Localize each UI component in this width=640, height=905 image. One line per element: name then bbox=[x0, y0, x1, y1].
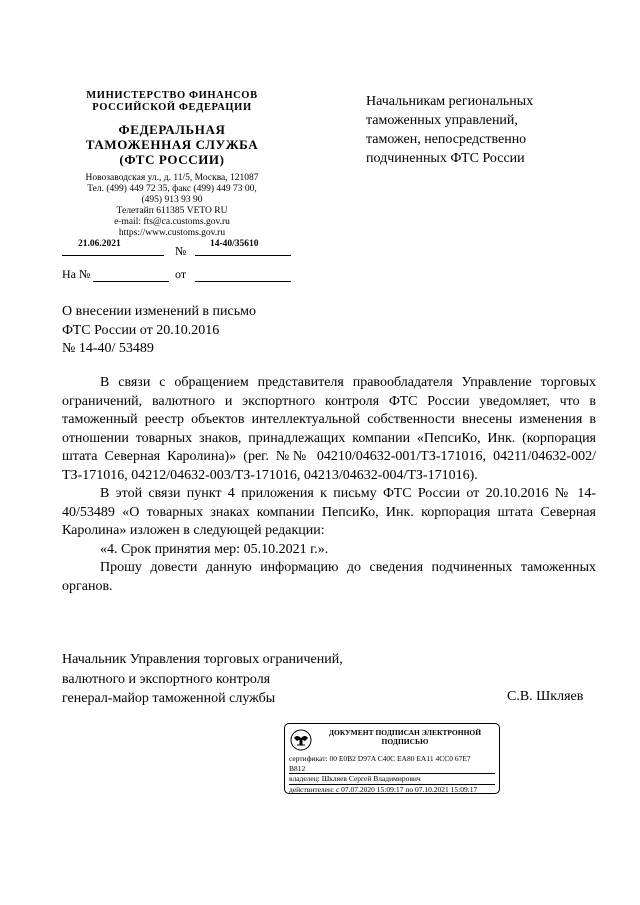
ref-from-label: от bbox=[175, 267, 187, 281]
addressee-line-2: таможенных управлений, bbox=[366, 113, 518, 128]
signature-block bbox=[62, 650, 343, 709]
letterhead bbox=[52, 90, 292, 239]
address-line-3: (495) 913 93 90 bbox=[141, 195, 203, 205]
stamp-owner: владелец: Шкляев Сергей Владимирович bbox=[289, 774, 495, 785]
body-paragraph-3: «4. Срок принятия мер: 05.10.2021 г.». bbox=[100, 541, 329, 557]
subject-line-3: № 14-40/ 53489 bbox=[62, 341, 154, 356]
doc-date: 21.06.2021 bbox=[78, 239, 121, 249]
body-paragraph-1: В связи с обращением представителя правообладателя Управление торговых ограничений, валютного и экспортного контроля ФТС России уведомляет, что в таможенный реестр объектов интеллектуальной собственности внесены изменения в отношении товарных знаков, принадлежащих компании «ПепсиКо, Инк. (корпорация штата Северная Каролина)» (рег. №№ 04210/04632-001/ТЗ-171016, 04211/04632-002/ТЗ-171016, 04212/04632-003/ТЗ-171016, 04213/04632-004/ТЗ-171016). bbox=[62, 375, 596, 483]
date-underline bbox=[62, 255, 164, 256]
signer-title-line-2: валютного и экспортного контроля bbox=[62, 671, 271, 687]
address-line-1: Новозаводская ул., д. 11/5, Москва, 121087 bbox=[85, 173, 259, 183]
service-line-3: (ФТС РОССИИ) bbox=[119, 152, 225, 167]
subject-block bbox=[62, 303, 256, 359]
body-paragraph-4: Прошу довести данную информацию до сведения подчиненных таможенных органов. bbox=[62, 560, 596, 594]
service-line-1: ФЕДЕРАЛЬНАЯ bbox=[118, 122, 226, 137]
stamp-title-line-2: ПОДПИСЬЮ bbox=[381, 737, 429, 746]
subject-line-2: ФТС России от 20.10.2016 bbox=[62, 322, 220, 338]
address-line-6: https://www.customs.gov.ru bbox=[118, 228, 226, 238]
e-signature-stamp bbox=[284, 723, 500, 794]
eagle-emblem-icon bbox=[290, 729, 312, 751]
stamp-title bbox=[315, 728, 495, 746]
stamp-validity: действителен: с 07.07.2020 15:09:17 по 07.10.2021 15:09:17 bbox=[289, 784, 478, 794]
stamp-details bbox=[289, 754, 495, 794]
doc-number: 14-40/35610 bbox=[210, 239, 259, 249]
ref-label: На № bbox=[62, 267, 91, 281]
addressee-line-3: таможен, непосредственно bbox=[366, 132, 527, 147]
stamp-certificate-line-1: сертификат: 00 E0B2 D97A C40C EA80 EA11 4CC0 67E7 bbox=[289, 754, 471, 763]
body-paragraph-2: В этой связи пункт 4 приложения к письму ФТС России от 20.10.2016 № 14-40/53489 «О товарных знаках компании ПепсиКо, Инк. корпорация штата Северная Каролина» изложен в следующей редакции: bbox=[62, 486, 596, 538]
service-line-2: ТАМОЖЕННАЯ СЛУЖБА bbox=[85, 137, 259, 152]
ministry-line-2: РОССИЙСКОЙ ФЕДЕРАЦИИ bbox=[92, 102, 252, 113]
addressee-line-4: подчиненных ФТС России bbox=[366, 151, 525, 166]
addressee-line-1: Начальникам региональных bbox=[366, 94, 534, 109]
subject-line-1: О внесении изменений в письмо bbox=[62, 304, 256, 319]
addressee-block bbox=[366, 92, 596, 168]
address-line-2: Тел. (499) 449 72 35, факс (499) 449 73 00, bbox=[87, 184, 257, 194]
number-underline bbox=[195, 255, 291, 256]
ref-number-underline bbox=[93, 281, 169, 282]
letter-body bbox=[62, 374, 596, 596]
ministry-line-1: МИНИСТЕРСТВО ФИНАНСОВ bbox=[86, 90, 258, 101]
signer-title-line-1: Начальник Управления торговых ограничений, bbox=[62, 652, 343, 667]
number-sign: № bbox=[175, 244, 187, 258]
stamp-certificate-line-2: B812 bbox=[289, 764, 495, 775]
address-line-4: Телетайп 611385 VETO RU bbox=[116, 206, 228, 216]
signer-title-line-3: генерал-майор таможенной службы bbox=[62, 691, 276, 706]
ref-date-underline bbox=[195, 281, 291, 282]
signer-name: С.В. Шкляев bbox=[507, 689, 584, 704]
address-line-5: e-mail: fts@ca.customs.gov.ru bbox=[114, 217, 230, 227]
stamp-title-line-1: ДОКУМЕНТ ПОДПИСАН ЭЛЕКТРОННОЙ bbox=[328, 728, 482, 737]
